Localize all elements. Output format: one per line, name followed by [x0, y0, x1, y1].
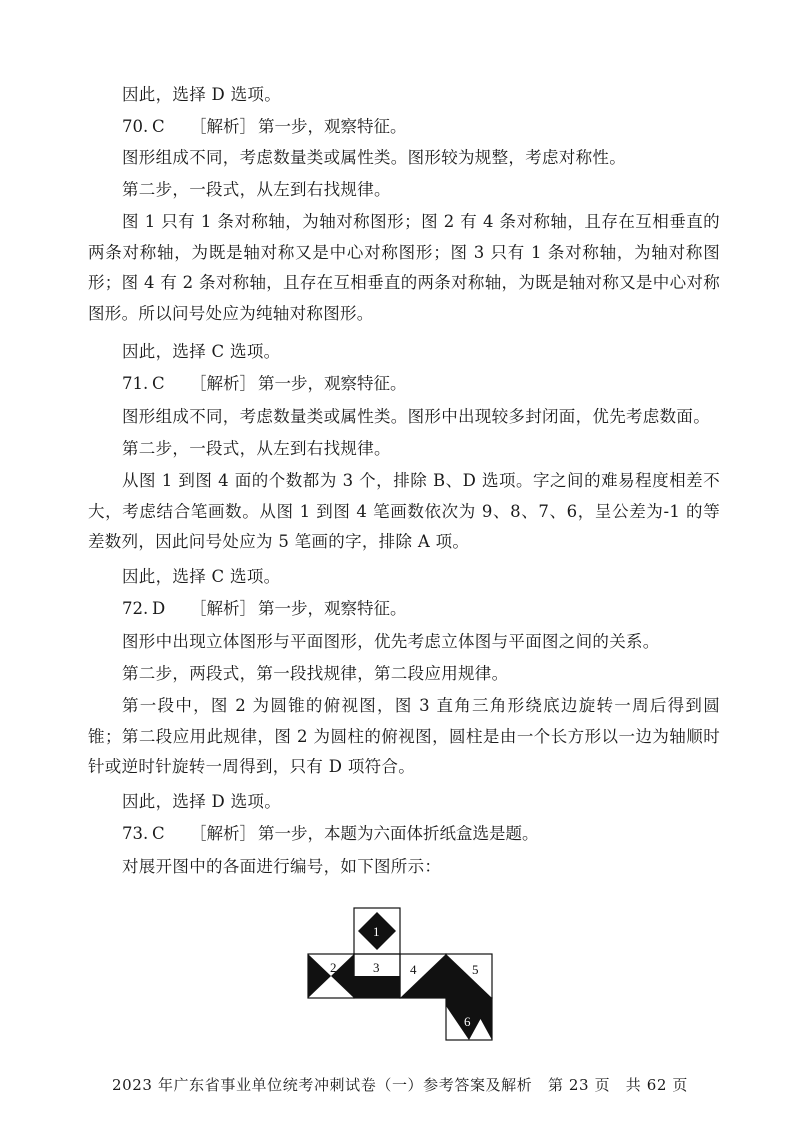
face-4-triangle [400, 954, 446, 998]
face-3-bottom-bar [354, 976, 400, 998]
cube-net-figure [306, 906, 496, 1042]
analysis-tag: ［解析］ [190, 824, 256, 843]
question-number: 72. [122, 599, 149, 618]
paragraph-71-step2: 第二步，一段式，从左到右找规律。 [122, 439, 391, 458]
question-72-header [122, 594, 407, 624]
question-73-header [122, 819, 539, 849]
step-text: 第一步，观察特征。 [258, 117, 407, 136]
answer-letter: C [152, 117, 165, 136]
face-label-2: 2 [330, 960, 337, 975]
analysis-tag: ［解析］ [190, 117, 256, 136]
face-label-3: 3 [373, 960, 380, 975]
answer-letter: C [152, 824, 165, 843]
face-label-6: 6 [464, 1014, 471, 1029]
conclusion-71: 因此，选择 C 选项。 [122, 567, 281, 586]
paragraph-72-analysis: 第一段中，图 2 为圆锥的俯视图，图 3 直角三角形绕底边旋转一周后得到圆锥；第二段应用此规律，图 2 为圆柱的俯视图，圆柱是由一个长方形以一边为轴顺时针或逆时针旋转一周得到，只有 D 项符合。 [88, 696, 720, 776]
paragraph-70-analysis: 图 1 只有 1 条对称轴，为轴对称图形；图 2 有 4 条对称轴，且存在互相垂直的两条对称轴，为既是轴对称又是中心对称图形；图 3 只有 1 条对称轴，为轴对称图形；图 4 有 2 条对称轴，且存在互相垂直的两条对称轴，为既是轴对称又是中心对称图形。所以问号处应为纯轴对称图形。 [88, 212, 720, 323]
paragraph-70-observe: 图形组成不同，考虑数量类或属性类。图形较为规整，考虑对称性。 [122, 148, 626, 167]
face-2-left-triangle [308, 954, 331, 998]
paragraph-71-observe: 图形组成不同，考虑数量类或属性类。图形中出现较多封闭面，优先考虑数面。 [122, 407, 710, 426]
question-number: 71. [122, 374, 149, 393]
conclusion-70: 因此，选择 C 选项。 [122, 342, 281, 361]
page-footer: 2023 年广东省事业单位统考冲刺试卷（一）参考答案及解析 第 23 页 共 62 页 [112, 1076, 688, 1094]
analysis-tag: ［解析］ [190, 374, 256, 393]
question-number: 73. [122, 824, 149, 843]
paragraph-71-analysis: 从图 1 到图 4 面的个数都为 3 个，排除 B、D 选项。字之间的难易程度相差不大，考虑结合笔画数。从图 1 到图 4 笔画数依次为 9、8、7、6，呈公差为-1 的等差数列，因此问号处应为 5 笔画的字，排除 A 项。 [88, 471, 720, 551]
paragraph-70-step2: 第二步，一段式，从左到右找规律。 [122, 180, 391, 199]
question-70-header [122, 112, 407, 142]
step-text: 第一步，观察特征。 [258, 599, 407, 618]
answer-letter: C [152, 374, 165, 393]
face-label-4: 4 [410, 962, 417, 977]
paragraph-72-observe: 图形中出现立体图形与平面图形，优先考虑立体图与平面图之间的关系。 [122, 632, 660, 651]
answer-letter: D [152, 599, 166, 618]
analysis-tag: ［解析］ [190, 599, 256, 618]
step-text: 第一步，本题为六面体折纸盒选是题。 [258, 824, 539, 843]
face-5-left-triangle [446, 954, 492, 998]
face-label-1: 1 [373, 924, 380, 939]
face-label-5: 5 [472, 962, 479, 977]
paragraph-72-step2: 第二步，两段式，第一段找规律，第二段应用规律。 [122, 664, 509, 683]
step-text: 第一步，观察特征。 [258, 374, 407, 393]
conclusion-72: 因此，选择 D 选项。 [122, 792, 282, 811]
question-71-header [122, 369, 407, 399]
conclusion-69: 因此，选择 D 选项。 [122, 85, 282, 104]
paragraph-73-instruction: 对展开图中的各面进行编号，如下图所示： [122, 857, 442, 876]
question-number: 70. [122, 117, 149, 136]
